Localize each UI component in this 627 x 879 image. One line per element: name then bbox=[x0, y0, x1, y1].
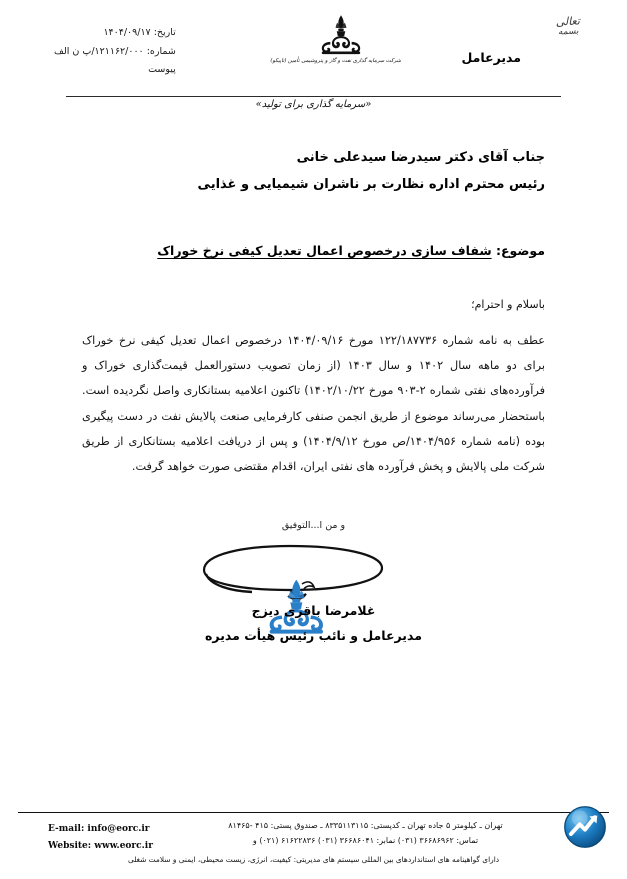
torch-logo-icon bbox=[309, 14, 373, 58]
footer-address: تهران ـ کیلومتر ۵ جاده تهران ـ کدپستی: ۸۳۳۵۱۱۳۱۱۵ ـ صندوق پستی: ۴۱۵ -۸۱۴۶۵ bbox=[228, 821, 503, 830]
meta-number bbox=[54, 43, 176, 62]
letter-header bbox=[14, 14, 613, 96]
bismillah-line2: بسمه bbox=[557, 26, 579, 38]
meta-number-value: ۱۲۱۱۶۲/۰۰۰/پ ن الف bbox=[54, 45, 144, 57]
subject-text: شفاف سازی درخصوص اعمال تعدیل کیفی نرخ خوراک bbox=[157, 243, 492, 258]
company-logo bbox=[270, 14, 401, 65]
meta-number-label: شماره: bbox=[146, 45, 176, 57]
company-logo-caption: شرکت سرمایه گذاری نفت و گاز و پتروشیمی تأمین (تاپیکو) bbox=[270, 58, 401, 64]
meta-attachment: پیوست bbox=[148, 64, 176, 76]
addressee-block bbox=[82, 145, 545, 198]
footer-divider bbox=[18, 812, 609, 813]
footer-email[interactable]: E-mail: info@eorc.ir bbox=[48, 824, 150, 834]
footer-contact-right bbox=[168, 819, 563, 849]
salutation: باسلام و احترام؛ bbox=[471, 298, 545, 311]
header-divider bbox=[66, 96, 561, 97]
signer-name: غلامرضا باقری دیزج bbox=[251, 603, 376, 618]
company-slogan: «سرمایه گذاری برای تولید» bbox=[255, 99, 372, 110]
footer-phones: تماس: ۳۶۶۸۶۹۶۲ (۰۳۱) نمابر: ۳۶۶۸۶۰۴۱ (۰۳۱) ۶۱۶۲۲۸۳۶ (۰۲۱) و bbox=[252, 835, 479, 845]
footer-contact-left bbox=[48, 821, 153, 854]
certification-badge-icon bbox=[563, 805, 607, 849]
meta-date-label: تاریخ: bbox=[153, 27, 176, 38]
signer-title: مدیرعامل و نائب رئیس هیأت مدیره bbox=[205, 628, 422, 643]
letter-footer bbox=[18, 815, 609, 873]
meta-date bbox=[54, 24, 176, 43]
letter-body: عطف به نامه شماره ۱۲۲/۱۸۷۷۳۶ مورخ ۱۴۰۴/۰۹/۱۶ درخصوص اعمال تعدیل کیفی نرخ خوراک برای دو ماهه سال ۱۴۰۲ و سال ۱۴۰۳ (از زمان تصویب دستورالعمل قیمت‌گذاری خوراک و فرآورده‌های نفتی شماره ۲-۹۰۳ مورخ ۱۴۰۲/۱۰/۲۲) تاکنون اعلامیه بستانکاری واصل نگردیده است. باستحضار می‌رساند موضوع از طریق انجمن صنفی کارفرمایی صنعت پالایش نفت در دست پیگیری بوده (نامه شماره ۱۴۰۴/۹۵۶/ص مورخ ۱۴۰۴/۹/۱۲) و پس از دریافت اعلامیه بستانکاری از طریق شرکت ملی پالایش و پخش فرآورده های نفتی ایران، اقدام مقتضی صورت خواهد گرفت. bbox=[82, 334, 546, 473]
signer-block bbox=[0, 598, 627, 648]
letter-meta bbox=[54, 24, 176, 80]
addressee-name: جناب آقای دکتر سیدرضا سیدعلی خانی bbox=[296, 150, 545, 165]
header-role-title: مدیرعامل bbox=[461, 50, 521, 65]
meta-date-value: ۱۴۰۴/۰۹/۱۷ bbox=[103, 27, 151, 38]
bismillah-calligraphy bbox=[532, 14, 603, 39]
footer-certification: دارای گواهینامه های استانداردهای بین المللی سیستم های مدیریتی: کیفیت، انرژی، زیست محیطی، ایمنی و سلامت شغلی bbox=[127, 855, 500, 864]
footer-website[interactable]: Website: www.eorc.ir bbox=[48, 840, 153, 851]
bismillah-line1: تعالی bbox=[555, 14, 581, 29]
addressee-position: رئیس محترم اداره نظارت بر ناشران شیمیایی و غذایی bbox=[197, 176, 545, 192]
subject-label: موضوع: bbox=[491, 243, 545, 258]
closing-phrase: و من ا...التوفیق bbox=[281, 520, 346, 531]
subject-line bbox=[82, 243, 545, 258]
